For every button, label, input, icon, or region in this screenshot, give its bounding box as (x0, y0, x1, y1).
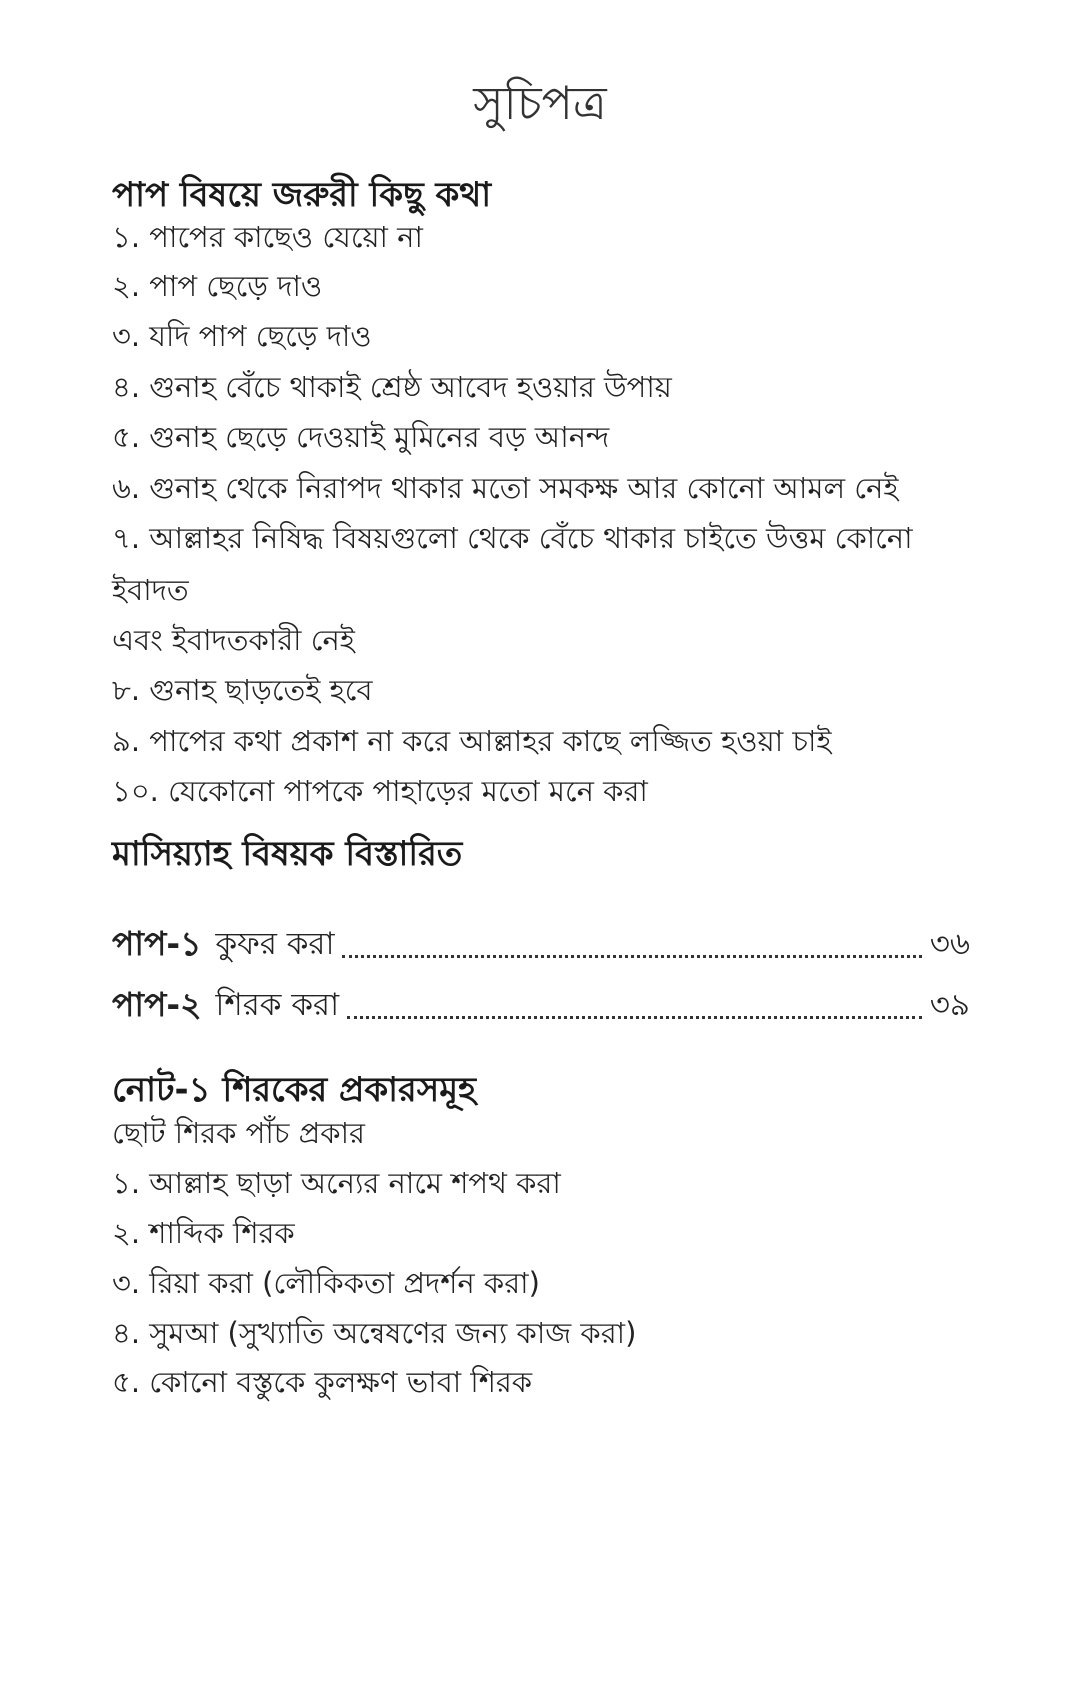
section-heading-sin-matters: পাপ বিষয়ে জরুরী কিছু কথা (112, 175, 492, 215)
entry-page-number: ৩৯ (929, 987, 970, 1023)
list-item: ৪. গুনাহ বেঁচে থাকাই শ্রেষ্ঠ আবেদ হওয়ার উপায় (112, 370, 672, 404)
list-item: ২. পাপ ছেড়ে দাও (112, 269, 323, 303)
dot-leader (347, 1016, 922, 1019)
list-item: ৯. পাপের কথা প্রকাশ না করে আল্লাহর কাছে লজ্জিত হওয়া চাই (112, 724, 832, 758)
section-heading-details: মাসিয়্যাহ বিষয়ক বিস্তারিত (112, 834, 463, 874)
section-heading-note: নোট-১ শিরকের প্রকারসমূহ (112, 1070, 476, 1110)
subheading: ছোট শিরক পাঁচ প্রকার (112, 1116, 365, 1150)
list-item-continuation: ইবাদত (112, 573, 189, 607)
list-item-continuation: এবং ইবাদতকারী নেই (112, 623, 355, 657)
list-item: ৫. কোনো বস্তুকে কুলক্ষণ ভাবা শিরক (112, 1365, 533, 1399)
list-item: ৭. আল্লাহর নিষিদ্ধ বিষয়গুলো থেকে বেঁচে থাকার চাইতে উত্তম কোনো (112, 521, 913, 555)
entry-title: কুফর করা (215, 926, 335, 962)
toc-entry[interactable] (112, 920, 970, 972)
entry-label: পাপ-২ (112, 985, 202, 1024)
list-item: ৩. রিয়া করা (লৌকিকতা প্রদর্শন করা) (112, 1266, 540, 1300)
list-item: ১০. যেকোনো পাপকে পাহাড়ের মতো মনে করা (112, 774, 648, 808)
list-item: ২. শাব্দিক শিরক (112, 1216, 295, 1250)
dot-leader (342, 955, 921, 958)
list-item: ৬. গুনাহ থেকে নিরাপদ থাকার মতো সমকক্ষ আর কোনো আমল নেই (112, 471, 899, 505)
entry-title: শিরক করা (215, 987, 340, 1023)
list-item: ১. পাপের কাছেও যেয়ো না (112, 220, 423, 254)
entry-page-number: ৩৬ (929, 926, 970, 962)
list-item: ৮. গুনাহ ছাড়তেই হবে (112, 673, 373, 707)
page-title: সুচিপত্র (473, 76, 607, 130)
list-item: ৪. সুমআ (সুখ্যাতি অন্বেষণের জন্য কাজ করা) (112, 1316, 637, 1350)
list-item: ৫. গুনাহ ছেড়ে দেওয়াই মুমিনের বড় আনন্দ (112, 420, 610, 454)
entry-label: পাপ-১ (112, 924, 202, 963)
list-item: ৩. যদি পাপ ছেড়ে দাও (112, 319, 372, 353)
toc-entry[interactable] (112, 981, 970, 1033)
list-item: ১. আল্লাহ ছাড়া অন্যের নামে শপথ করা (112, 1166, 561, 1200)
